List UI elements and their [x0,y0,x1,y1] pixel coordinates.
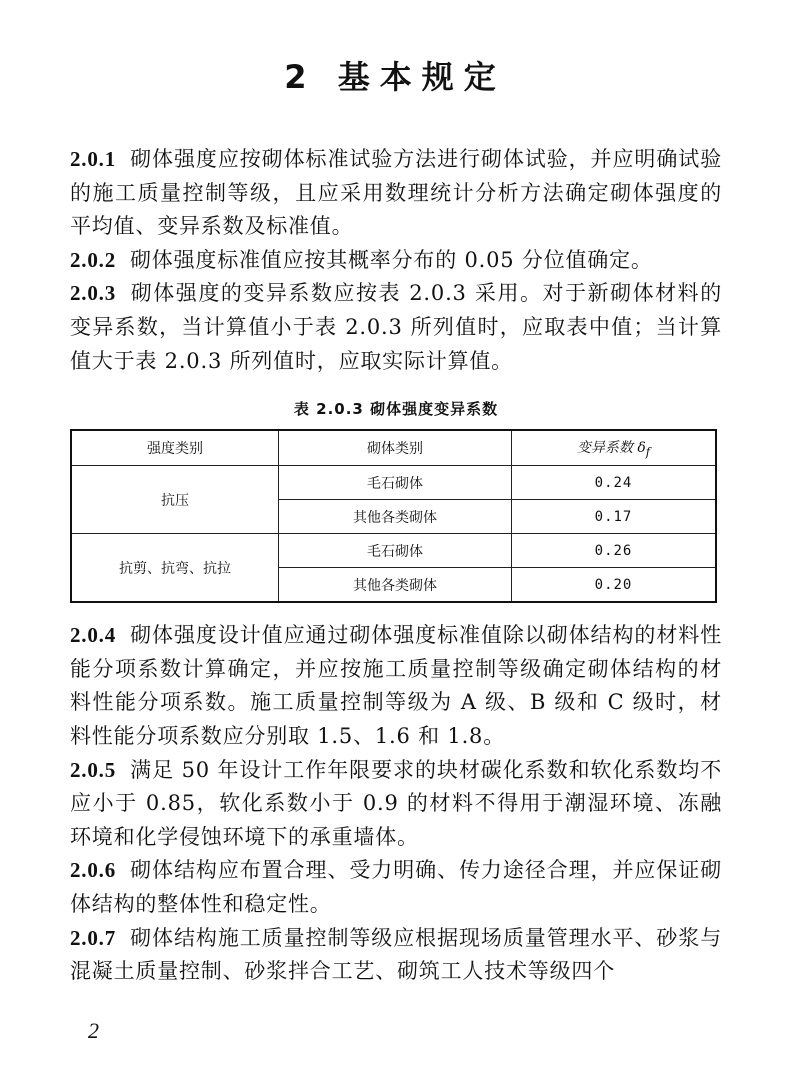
clause-text: 砌体结构施工质量控制等级应根据现场质量管理水平、砂浆与混凝土质量控制、砂浆拌合工艺、砌筑工人技术等级四个 [70,925,722,984]
masonry-cell: 其他各类砌体 [279,568,512,603]
header-coef-label: 变异系数 δ [576,440,646,457]
header-category: 强度类别 [71,430,279,466]
clause-number: 2.0.2 [70,247,116,272]
value-cell: 0.20 [512,568,717,603]
body-text [70,143,722,989]
header-coef-subscript: f [645,445,651,460]
table-header-row [71,430,716,466]
clause-2-0-1 [70,143,722,244]
header-coef [512,430,717,466]
coefficient-table [70,429,717,603]
chapter-title: 2 基本规定 [284,58,506,96]
clause-2-0-3 [70,277,722,378]
clause-2-0-4 [70,619,722,753]
clause-number: 2.0.5 [70,757,116,782]
category-cell: 抗剪、抗弯、抗拉 [71,534,279,603]
clause-text: 砌体强度的变异系数应按表 2.0.3 采用。对于新砌体材料的变异系数，当计算值小于表 2.0.3 所列值时，应取表中值；当计算值大于表 2.0.3 所列值时，应取实际计算值。 [70,281,722,373]
clause-text: 砌体结构应布置合理、受力明确、传力途径合理，并应保证砌体结构的整体性和稳定性。 [70,858,722,916]
category-cell: 抗压 [71,466,279,534]
header-masonry: 砌体类别 [279,430,512,466]
clause-text: 满足 50 年设计工作年限要求的块材碳化系数和软化系数均不应小于 0.85，软化系数小于 0.9 的材料不得用于潮湿环境、冻融环境和化学侵蚀环境下的承重墙体。 [70,757,722,849]
clause-2-0-7 [70,922,722,989]
clause-number: 2.0.4 [70,623,116,648]
value-cell: 0.26 [512,534,717,568]
value-cell: 0.17 [512,500,717,534]
clause-2-0-6 [70,854,722,921]
clause-number: 2.0.7 [70,925,116,950]
table-caption: 表 2.0.3 砌体强度变异系数 [293,400,499,419]
masonry-cell: 毛石砌体 [279,534,512,568]
masonry-cell: 毛石砌体 [279,466,512,500]
clause-text: 砌体强度设计值应通过砌体强度标准值除以砌体结构的材料性能分项系数计算确定，并应按施工质量控制等级确定砌体结构的材料性能分项系数。施工质量控制等级为 A 级、B 级和 C 级时，材料性能分项系数应分别取 1.5、1.6 和 1.8。 [70,623,722,748]
page-number: 2 [88,1018,99,1043]
table-row [71,534,716,568]
clause-2-0-2 [70,244,722,278]
clause-number: 2.0.1 [70,147,116,171]
table-row [71,466,716,500]
masonry-cell: 其他各类砌体 [279,500,512,534]
clause-2-0-5 [70,754,722,855]
clause-text: 砌体强度标准值应按其概率分布的 0.05 分位值确定。 [130,247,653,272]
clause-number: 2.0.6 [70,858,116,883]
clause-number: 2.0.3 [70,281,116,306]
clause-text: 砌体强度应按砌体标准试验方法进行砌体试验，并应明确试验的施工质量控制等级，且应采用数理统计分析方法确定砌体强度的平均值、变异系数及标准值。 [70,147,722,239]
value-cell: 0.24 [512,466,717,500]
